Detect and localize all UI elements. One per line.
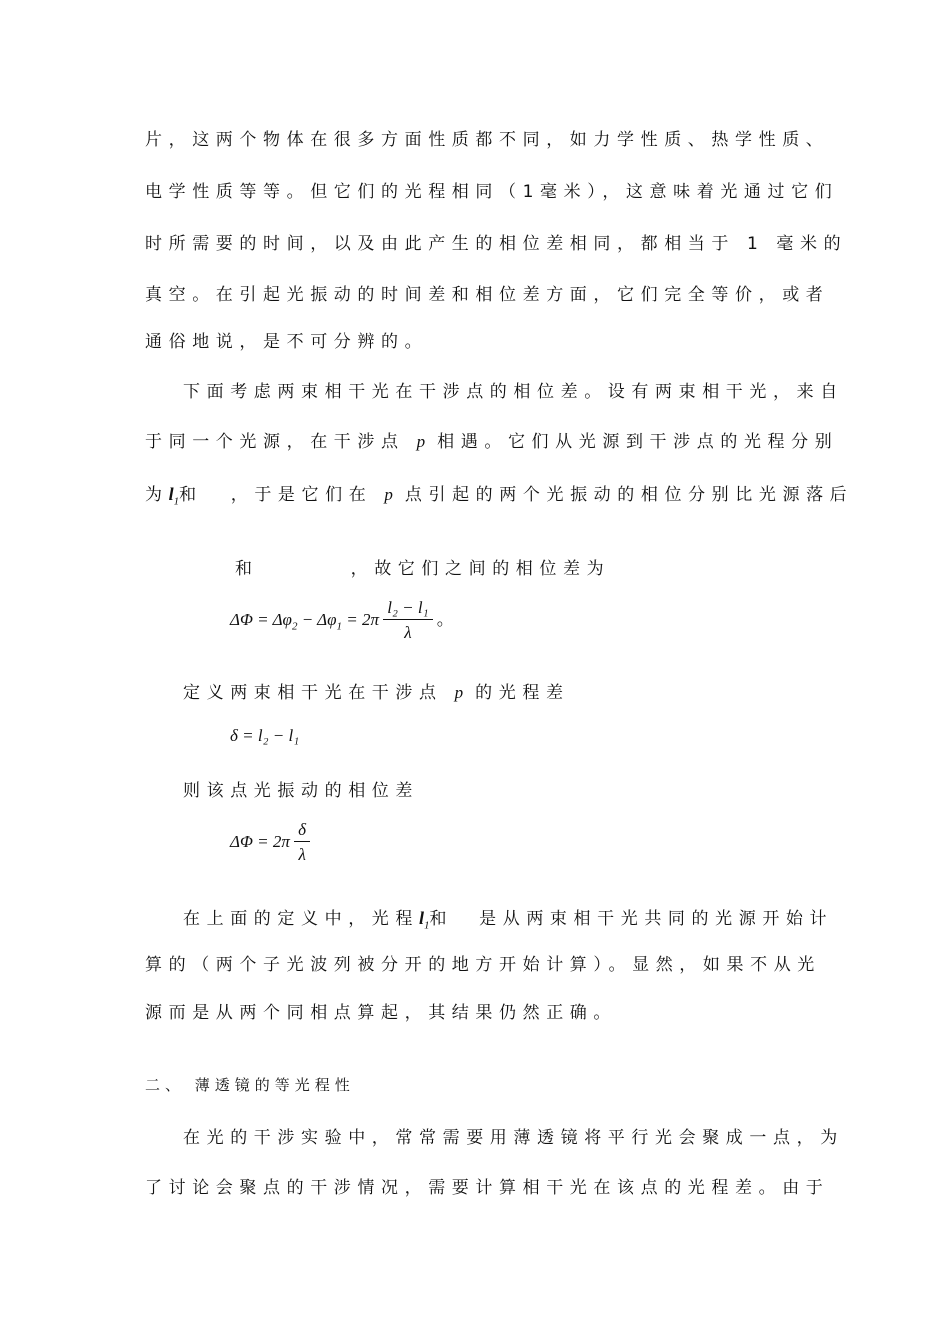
equation-phase-difference: $\Delta\Phi = \Delta\varphi_2 - \Delta\varphi_1 = 2\pi$ $\frac{\text{l₂ − l₁}}{\lambda}$ 。	[230, 598, 454, 642]
equation-phase-from-path: ΔΦ = 2π $\frac{\delta}{\lambda}$	[230, 820, 310, 866]
symbol-l1: $l_1$	[168, 484, 180, 508]
paragraph-line: 和 ，故它们之间的相位差为	[235, 559, 611, 579]
variable-p: p	[416, 432, 426, 451]
paragraph-line: 则该点光振动的相位差	[183, 781, 419, 801]
paragraph-line: 下面考虑两束相干光在干涉点的相位差。设有两束相干光，来自	[183, 382, 844, 402]
paragraph-line: 真空。在引起光振动的时间差和相位差方面，它们完全等价，或者	[145, 285, 830, 305]
paragraph-line: 电学性质等等。但它们的光程相同（1毫米），这意味着光通过它们	[145, 182, 839, 202]
variable-p: p	[384, 485, 393, 504]
paragraph-line: 源而是从两个同相点算起，其结果仍然正确。	[145, 1003, 617, 1023]
paragraph-line: 定义两束相干光在干涉点 p 的光程差	[183, 683, 570, 703]
paragraph-line: 时所需要的时间，以及由此产生的相位差相同，都相当于 1 毫米的	[145, 234, 848, 254]
paragraph-line: 了讨论会聚点的干涉情况，需要计算相干光在该点的光程差。由于	[145, 1178, 830, 1198]
variable-p: p	[454, 683, 464, 702]
section-heading: 二、 薄透镜的等光程性	[145, 1076, 355, 1094]
equation-path-difference: δ = l₂ − l₁	[230, 726, 300, 745]
paragraph-line: 在光的干涉实验中，常常需要用薄透镜将平行光会聚成一点，为	[183, 1128, 844, 1148]
paragraph-line: 算的（两个子光波列被分开的地方开始计算）。显然，如果不从光	[145, 955, 821, 975]
paragraph-line: 片，这两个物体在很多方面性质都不同，如力学性质、热学性质、	[145, 130, 830, 150]
paragraph-line: 通俗地说，是不可分辨的。	[145, 332, 429, 352]
paragraph-line: 在上面的定义中，光程$l_1$和 是从两束相干光共同的光源开始计	[183, 908, 834, 932]
paragraph-line: 为$l_1$和 ，于是它们在 p 点引起的两个光振动的相位分别比光源落后	[145, 484, 854, 508]
paragraph-line: 于同一个光源，在干涉点 p 相遇。它们从光源到干涉点的光程分别	[145, 432, 839, 452]
symbol-l1: $l_1$	[419, 908, 430, 932]
